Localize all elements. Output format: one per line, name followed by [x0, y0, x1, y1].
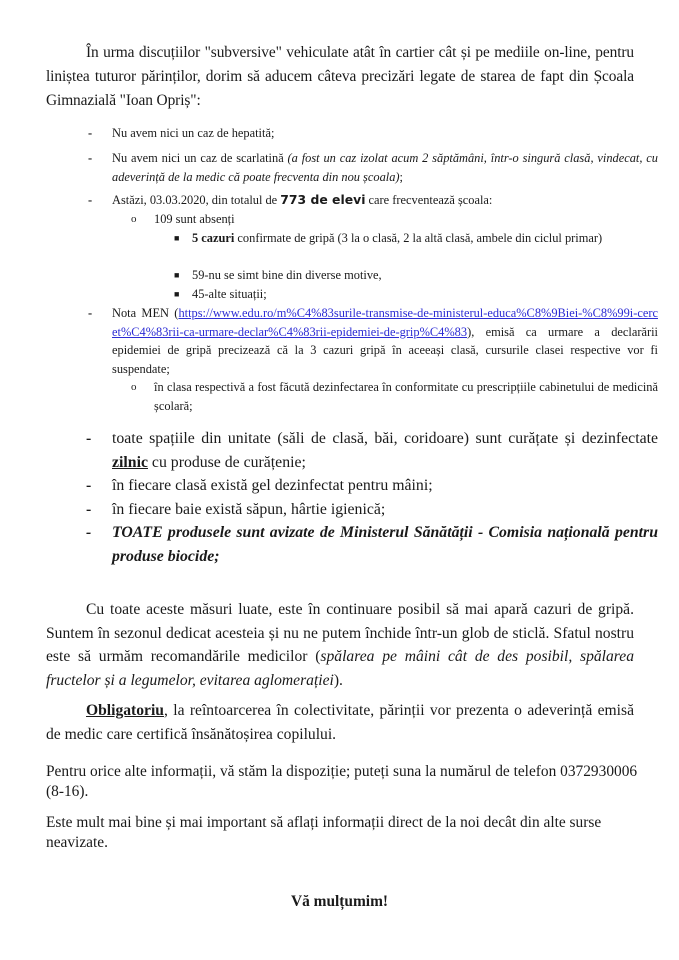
dash-bullet-icon: -: [88, 306, 93, 320]
circle-bullet-icon: o: [131, 381, 137, 393]
circle-bullet-icon: o: [131, 213, 137, 225]
contact-info: Pentru orice alte informații, vă stăm la dispoziție; puteți suna la numărul de telefon 0372930006 (8-16).: [46, 763, 638, 800]
subsub-item-unwell: ■ 59-nu se simt bine din diverse motive,: [192, 266, 658, 285]
direct-info-note: Este mult mai bine și mai important să aflați informații direct de la noi decât din alte surse neavizate.: [46, 814, 602, 851]
list-item-soap: - în fiecare baie există săpun, hârtie igienică;: [112, 498, 658, 522]
list-item-gel: - în fiecare clasă există gel dezinfectat pentru mâini;: [112, 474, 658, 498]
subsub-item-flu-cases: ■ 5 cazuri confirmate de gripă (3 la o clasă, 2 la altă clasă, ambele din ciclul primar): [192, 229, 658, 248]
subsub-item-other: ■ 45-alte situații;: [192, 285, 658, 304]
list-item-products-approved: - TOATE produsele sunt avizate de Ministerul Sănătății - Comisia națională pentru produse biocide;: [112, 521, 658, 569]
list-item-attendance: - Astăzi, 03.03.2020, din totalul de 773 de elevi care frecventează școala:: [112, 191, 658, 210]
dash-bullet-icon: -: [88, 193, 93, 207]
square-bullet-icon: ■: [174, 270, 180, 280]
list-item-scarlatina: - Nu avem nici un caz de scarlatină (a fost un caz izolat acum 2 săptămâni, într-o singură clasă, vindecat, cu adeverință de la medic că poate frecventa din nou școala);: [88, 151, 659, 184]
dash-bullet-icon: -: [86, 477, 92, 494]
closing-thanks: Vă mulțumim!: [290, 893, 389, 910]
dash-bullet-icon: -: [88, 151, 93, 165]
sublist-item-absent: o 109 sunt absenți: [154, 210, 658, 229]
dash-bullet-icon: -: [86, 430, 92, 447]
square-bullet-icon: ■: [174, 233, 180, 243]
mandatory-paragraph: Obligatoriu, la reîntoarcerea în colectivitate, părinții vor prezenta o adeverință emisă de medic care certifică însănătoșirea copilului.: [46, 702, 634, 743]
intro-paragraph: În urma discuțiilor "subversive" vehiculate atât în cartier cât și pe mediile on-line, pentru liniștea tuturor părinților, dorim să aducem câteva precizări legate de starea de fapt din Școala Gimnazială "Ioan Opriș":: [46, 44, 634, 109]
dash-bullet-icon: -: [88, 126, 93, 140]
list-item-men-note: - Nota MEN (https://www.edu.ro/m%C4%83surile-transmise-de-ministerul-educa%C8%9Biei-%C8%99i-cercet%C4%83rii-ca-urmare-declar%C4%83rii-epidemiei-de-grip%C4%83), emisă ca urmare a declarării epidemiei de gripă precizează că la 3 cazuri gripă în aceeași clasă, cursurile clasei respective vor fi suspendate;: [88, 306, 658, 376]
square-bullet-icon: ■: [174, 289, 180, 299]
dash-bullet-icon: -: [86, 524, 92, 541]
dash-bullet-icon: -: [86, 501, 92, 518]
men-note-link[interactable]: https://www.edu.ro/m%C4%83surile-transmise-de-ministerul-educa%C8%9Biei-%C8%99i-cercet%C4%83rii-ca-urmare-declar%C4%83rii-epidemiei-de-grip%C4%83: [112, 306, 658, 339]
advice-paragraph: Cu toate aceste măsuri luate, este în continuare posibil să mai apară cazuri de gripă. Suntem în sezonul dedicat acesteia și nu ne putem închide într-un glob de sticlă. Sfatul nostru este să urmăm recomandările medicilor (spălarea pe mâini cât de des posibil, spălarea fructelor și a legumelor, evitarea aglomerației).: [46, 601, 635, 689]
sublist-item-disinfection: o în clasa respectivă a fost făcută dezinfectarea în conformitate cu prescripțiile cabinetului de medicină școlară;: [131, 380, 658, 413]
list-item-cleaning: - toate spațiile din unitate (săli de clasă, băi, coridoare) sunt curățate și dezinfectate zilnic cu produse de curățenie;: [112, 427, 658, 475]
list-item-hepatitis: - Nu avem nici un caz de hepatită;: [112, 124, 658, 143]
